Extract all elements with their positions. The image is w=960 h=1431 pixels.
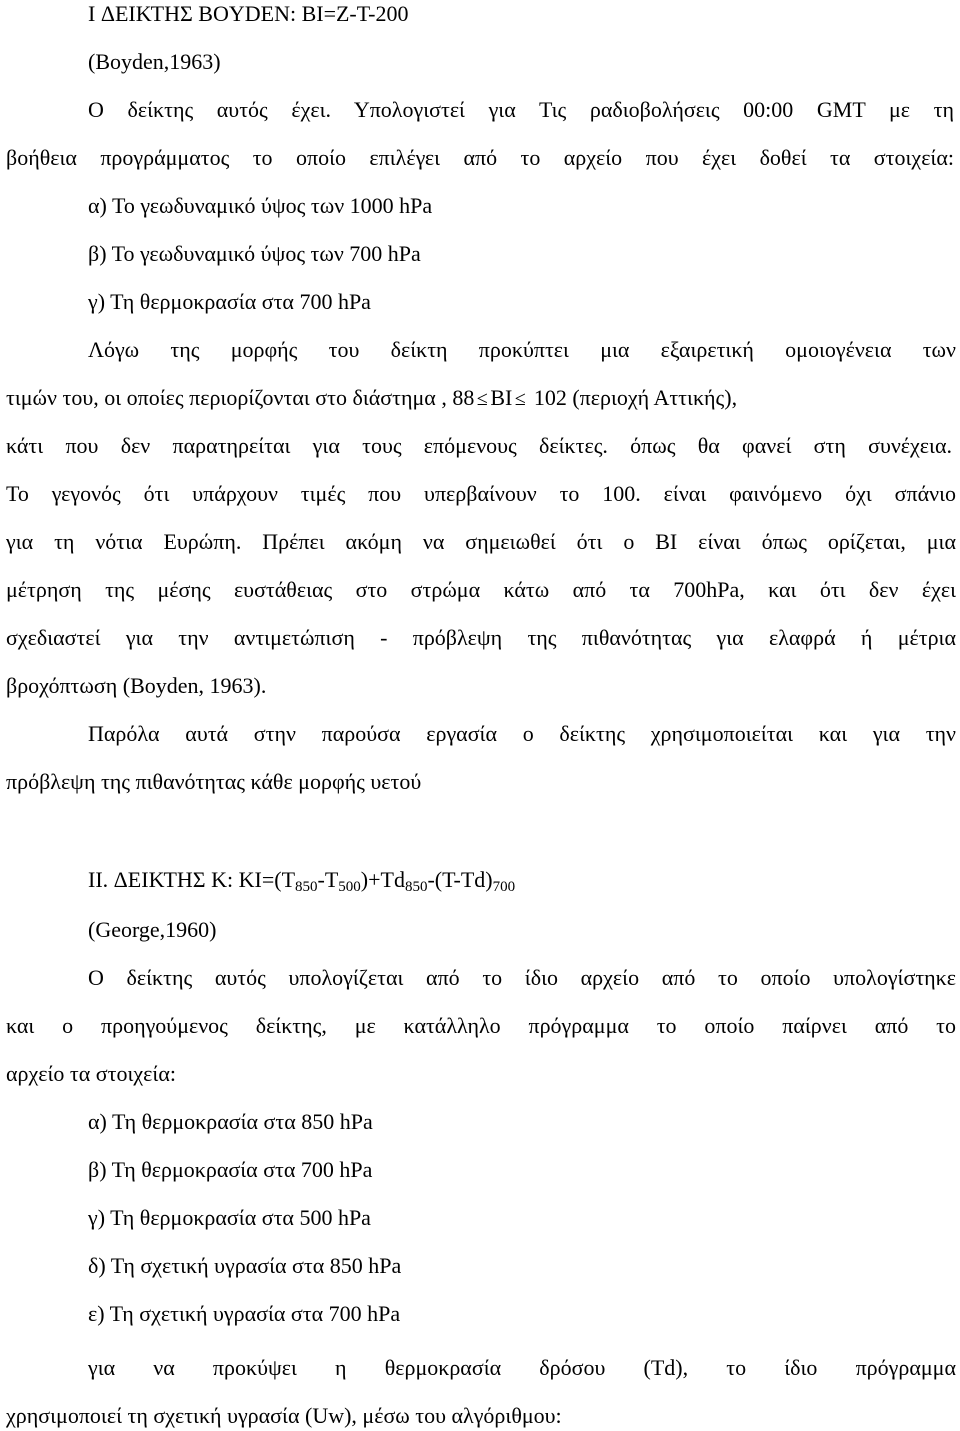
section2-citation: (George,1960) — [88, 917, 217, 942]
section2-intro-line: Ο δείκτης αυτός υπολογίζεται από το ίδιο αρχείο από το οποίο υπολογίστηκε — [88, 965, 956, 990]
heading-subscript: 500 — [338, 879, 361, 895]
section1-intro-line: Ο δείκτης αυτός έχει. Υπολογιστεί για Τις ραδιοβολήσεις 00:00 GMT με τη — [88, 97, 954, 122]
heading-subscript: 850 — [295, 879, 318, 895]
heading-text: -(T-Td) — [427, 867, 493, 892]
paragraph-line: βροχόπτωση (Boyden, 1963). — [6, 673, 267, 698]
paragraph-line: πρόβλεψη της πιθανότητας κάθε μορφής υετού — [6, 769, 422, 794]
paragraph-line: Το γεγονός ότι υπάρχουν τιμές που υπερβαίνουν το 100. είναι φαινόμενο όχι σπάνιο — [6, 481, 956, 506]
section1-intro-line: βοήθεια προγράμματος το οποίο επιλέγει από το αρχείο που έχει δοθεί τα στοιχεία: — [6, 145, 954, 170]
section2-heading — [88, 867, 515, 893]
range-text-after: 102 (περιοχή Αττικής), — [528, 385, 738, 410]
heading-text: -T — [317, 867, 339, 892]
list-item: γ) Τη θερμοκρασία στα 700 hPa — [88, 289, 371, 314]
list-item: γ) Τη θερμοκρασία στα 500 hPa — [88, 1205, 371, 1230]
heading-text: )+Td — [360, 867, 405, 892]
range-text-before: τιμών του, οι οποίες περιορίζονται στο διάστημα , 88 — [6, 385, 475, 410]
heading-subscript: 850 — [404, 879, 428, 895]
paragraph-line: Παρόλα αυτά στην παρούσα εργασία ο δείκτης χρησιμοποιείται και για την — [88, 721, 956, 746]
section2-intro-line: αρχείο τα στοιχεία: — [6, 1061, 176, 1086]
section1-citation: (Boyden,1963) — [88, 49, 221, 74]
list-item: β) Τη θερμοκρασία στα 700 hPa — [88, 1157, 373, 1182]
paragraph-line: Λόγω της μορφής του δείκτη προκύπτει μια εξαιρετική ομοιογένεια των — [88, 337, 956, 362]
paragraph-line: μέτρηση της μέσης ευστάθειας στο στρώμα κάτω από τα 700hPa, και ότι δεν έχει — [6, 577, 956, 602]
range-variable: BI — [490, 385, 513, 410]
less-equal-symbol: ≤ — [514, 388, 526, 410]
paragraph-line: για τη νότια Ευρώπη. Πρέπει ακόμη να σημειωθεί ότι ο BI είναι όπως ορίζεται, μια — [6, 529, 956, 554]
heading-subscript: 700 — [492, 879, 516, 895]
paragraph-line: για να προκύψει η θερμοκρασία δρόσου (Td), το ίδιο πρόγραμμα — [88, 1355, 956, 1380]
heading-text: II. ΔΕΙΚΤΗΣ K: KI=(T — [88, 867, 296, 892]
list-item: α) Το γεωδυναμικό ύψος των 1000 hPa — [88, 193, 433, 218]
section2-intro-line: και ο προηγούμενος δείκτης, με κατάλληλο πρόγραμμα το οποίο παίρνει από το — [6, 1013, 956, 1038]
section1-heading: I ΔΕΙΚΤΗΣ BOYDEN: BI=Z-T-200 — [88, 1, 409, 26]
list-item: α) Τη θερμοκρασία στα 850 hPa — [88, 1109, 373, 1134]
paragraph-line: χρησιμοποιεί τη σχετική υγρασία (Uw), μέσω του αλγόριθμου: — [6, 1403, 562, 1428]
list-item: ε) Τη σχετική υγρασία στα 700 hPa — [88, 1301, 401, 1326]
list-item: β) Το γεωδυναμικό ύψος των 700 hPa — [88, 241, 421, 266]
paragraph-line: σχεδιαστεί για την αντιμετώπιση - πρόβλεψη της πιθανότητας για ελαφρά ή μέτρια — [6, 625, 956, 650]
paragraph-line: κάτι που δεν παρατηρείται για τους επόμενους δείκτες. όπως θα φανεί στη συνέχεια. — [6, 433, 952, 458]
list-item: δ) Τη σχετική υγρασία στα 850 hPa — [88, 1253, 402, 1278]
less-equal-symbol: ≤ — [476, 388, 488, 410]
paragraph-line-range — [6, 385, 737, 412]
